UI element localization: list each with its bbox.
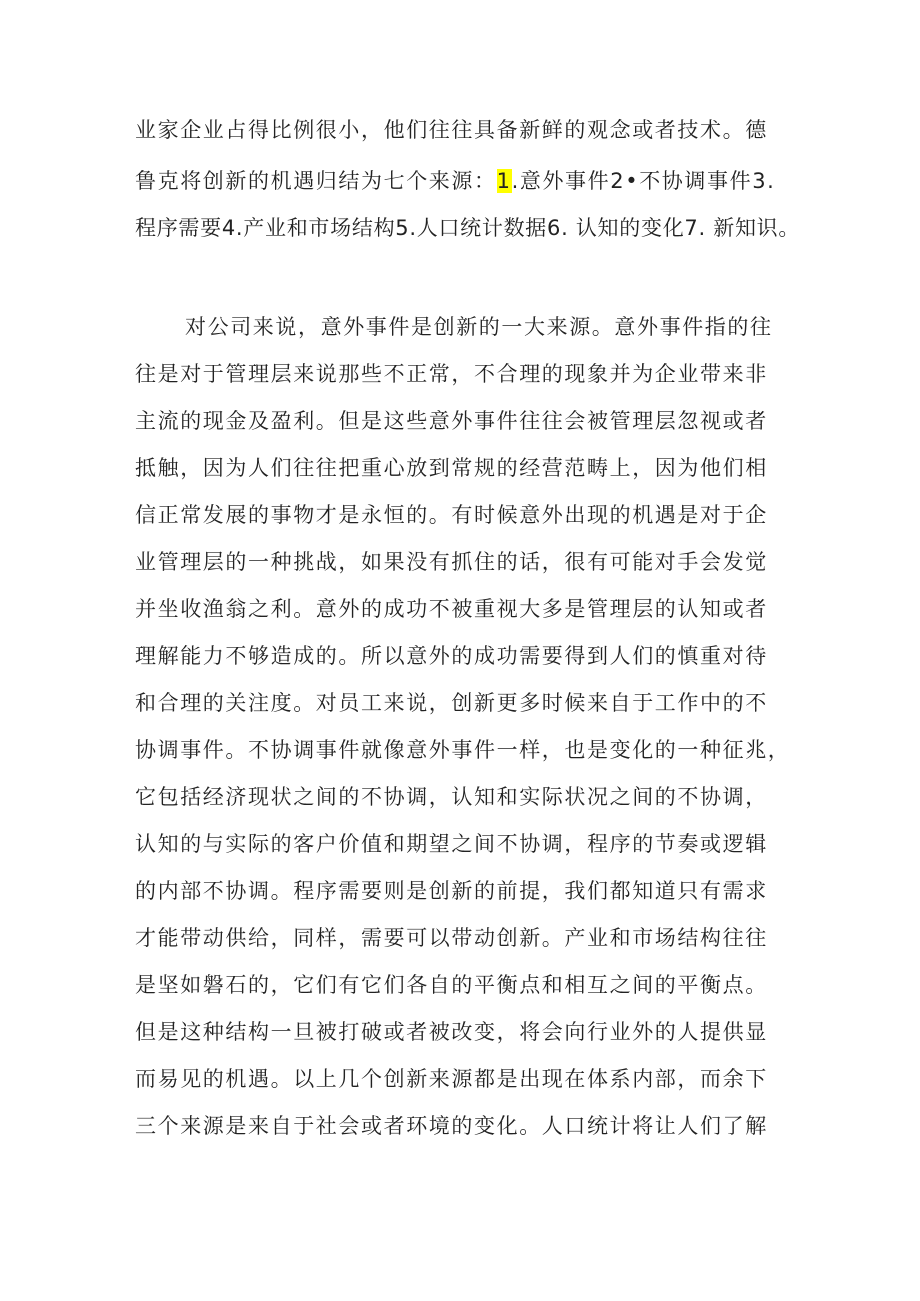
paragraph-2-line-12: 认知的与实际的客户价值和期望之间不协调，程序的节奏或逻辑 <box>135 832 768 856</box>
paragraph-1-line-3: 程序需要4.产业和市场结构5.人口统计数据6. 认知的变化7. 新知识。 <box>135 216 801 240</box>
paragraph-2-line-10: 协调事件。不协调事件就像意外事件一样，也是变化的一种征兆， <box>135 738 791 762</box>
paragraph-2-line-6: 业管理层的一种挑战，如果没有抓住的话，很有可能对手会发觉 <box>135 550 768 574</box>
paragraph-2-line-18: 三个来源是来自于社会或者环境的变化。人口统计将让人们了解 <box>135 1114 768 1138</box>
paragraph-2-line-13: 的内部不协调。程序需要则是创新的前提，我们都知道只有需求 <box>135 879 768 903</box>
paragraph-2-line-1: 对公司来说，意外事件是创新的一大来源。意外事件指的往 <box>185 315 773 339</box>
paragraph-2-line-14: 才能带动供给，同样，需要可以带动创新。产业和市场结构往往 <box>135 926 768 950</box>
paragraph-2-line-11: 它包括经济现状之间的不协调，认知和实际状况之间的不协调， <box>135 785 768 809</box>
highlighted-number: 1 <box>496 169 512 193</box>
paragraph-1-line-2-tail: .意外事件2•不协调事件3. <box>511 169 776 193</box>
paragraph-2-line-7: 并坐收渔翁之利。意外的成功不被重视大多是管理层的认知或者 <box>135 597 768 621</box>
paragraph-1-line-2-text: 鲁克将创新的机遇归结为七个来源： <box>135 169 497 193</box>
paragraph-2-line-15: 是坚如磐石的，它们有它们各自的平衡点和相互之间的平衡点。 <box>135 973 768 997</box>
paragraph-1-line-1: 业家企业占得比例很小，他们往往具备新鲜的观念或者技术。德 <box>135 118 768 142</box>
paragraph-2-line-16: 但是这种结构一旦被打破或者被改变，将会向行业外的人提供显 <box>135 1020 768 1044</box>
paragraph-2-line-3: 主流的现金及盈利。但是这些意外事件往往会被管理层忽视或者 <box>135 409 768 433</box>
paragraph-2-line-8: 理解能力不够造成的。所以意外的成功需要得到人们的慎重对待 <box>135 644 768 668</box>
paragraph-2-line-9: 和合理的关注度。对员工来说，创新更多时候来自于工作中的不 <box>135 691 768 715</box>
paragraph-2-line-4: 抵触，因为人们往往把重心放到常规的经营范畴上，因为他们相 <box>135 456 768 480</box>
paragraph-2-line-17: 而易见的机遇。以上几个创新来源都是出现在体系内部，而余下 <box>135 1067 768 1091</box>
paragraph-1-line-2 <box>135 164 775 198</box>
paragraph-2-line-2: 往是对于管理层来说那些不正常，不合理的现象并为企业带来非 <box>135 362 768 386</box>
paragraph-2-line-5: 信正常发展的事物才是永恒的。有时候意外出现的机遇是对于企 <box>135 503 768 527</box>
